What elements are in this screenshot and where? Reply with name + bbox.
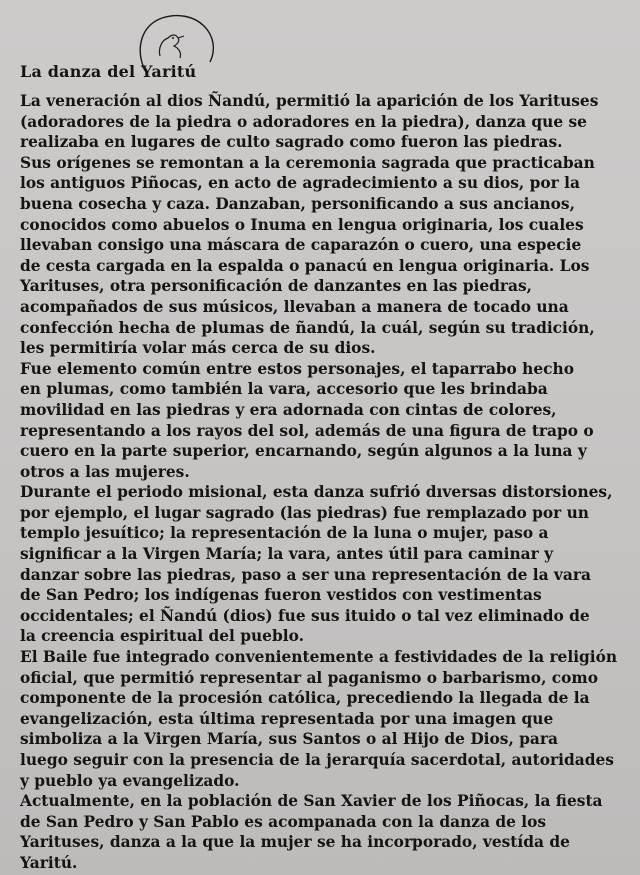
text-line: la creencia espiritual del pueblo. [20, 627, 304, 646]
paragraph-2 [20, 359, 626, 483]
text-line: confección hecha de plumas de ñandú, la cuál, según su tradición, [20, 318, 595, 337]
document-title: La danza del Yaritú [20, 62, 197, 81]
text-line: evangelización, esta última representada por una imagen que [20, 709, 554, 728]
text-line: Yaritú. [20, 853, 78, 872]
text-line: Actualmente, en la población de San Xavier de los Piñocas, la fiesta [20, 792, 603, 811]
text-line: otros a las mujeres. [20, 462, 190, 481]
text-line: realizaba en lugares de culto sagrado como fueron las piedras. [20, 133, 563, 152]
text-line: Durante el periodo misional, esta danza sufrió dıversas distorsiones, [20, 483, 613, 502]
text-line: (adoradores de la piedra o adoradores en la piedra), danza que se [20, 112, 587, 131]
text-line: componente de la procesión católica, precediendo la llegada de la [20, 689, 590, 708]
text-line: oficial, que permitió representar al paganismo o barbarismo, como [20, 668, 598, 687]
text-line: occidentales; el Ñandú (dios) fue sus ituido o tal vez eliminado de [20, 606, 590, 625]
text-line: de San Pedro; los indígenas fueron vestidos con vestimentas [20, 586, 542, 605]
paragraph-1 [20, 91, 626, 359]
text-line: conocidos como abuelos o Inuma en lengua originaria, los cuales [20, 215, 584, 234]
text-line: por ejemplo, el lugar sagrado (las piedras) fue remplazado por un [20, 503, 589, 522]
text-line: en plumas, como también la vara, accesorio que les brindaba [20, 380, 548, 399]
paragraph-5 [20, 791, 626, 873]
paragraph-3 [20, 482, 626, 647]
text-line: les permitiría volar más cerca de su dios. [20, 339, 376, 358]
text-line: templo jesuítico; la representación de la luna o mujer, paso a [20, 524, 549, 543]
text-line: Yarituses, danza a la que la mujer se ha incorporado, vestída de [20, 833, 570, 852]
text-line: movilidad en las piedras y era adornada con cintas de colores, [20, 400, 557, 419]
text-line: La veneración al dios Ñandú, permitió la aparición de los Yarituses [20, 92, 599, 110]
text-line: buena cosecha y caza. Danzaban, personificando a sus ancianos, [20, 194, 575, 213]
bird-sketch-icon [132, 10, 222, 74]
text-line: Sus orígenes se remontan a la ceremonia sagrada que practicaban [20, 153, 595, 172]
text-line: significar a la Virgen María; la vara, antes útil para caminar y [20, 545, 554, 564]
text-line: acompañados de sus músicos, llevaban a manera de tocado una [20, 297, 569, 316]
text-line: los antiguos Piñocas, en acto de agradecimiento a su dios, por la [20, 174, 580, 193]
text-line: de San Pedro y San Pablo es acompanada con la danza de los [20, 812, 547, 831]
text-line: cuero en la parte superior, encarnando, según algunos a la luna y [20, 442, 587, 461]
text-line: y pueblo ya evangelizado. [20, 771, 240, 790]
paragraph-4 [20, 647, 626, 791]
text-line: representando a los rayos del sol, además de una figura de trapo o [20, 421, 594, 440]
text-line: de cesta cargada en la espalda o panacú en lengua originaria. Los [20, 256, 590, 275]
text-line: luego seguir con la presencia de la jerarquía sacerdotal, autoridades [20, 751, 614, 769]
text-line: danzar sobre las piedras, paso a ser una representación de la vara [20, 565, 591, 584]
text-line: Fue elemento común entre estos personajes, el taparrabo hecho [20, 359, 574, 378]
text-line: simboliza a la Virgen María, sus Santos o al Hijo de Dios, para [20, 730, 558, 749]
text-line: llevaban consigo una máscara de caparazón o cuero, una especie [20, 236, 582, 255]
text-line: Yarituses, otra personificación de danzantes en las piedras, [20, 277, 532, 296]
text-line: El Baile fue integrado convenientemente a festividades de la religión [20, 648, 618, 667]
